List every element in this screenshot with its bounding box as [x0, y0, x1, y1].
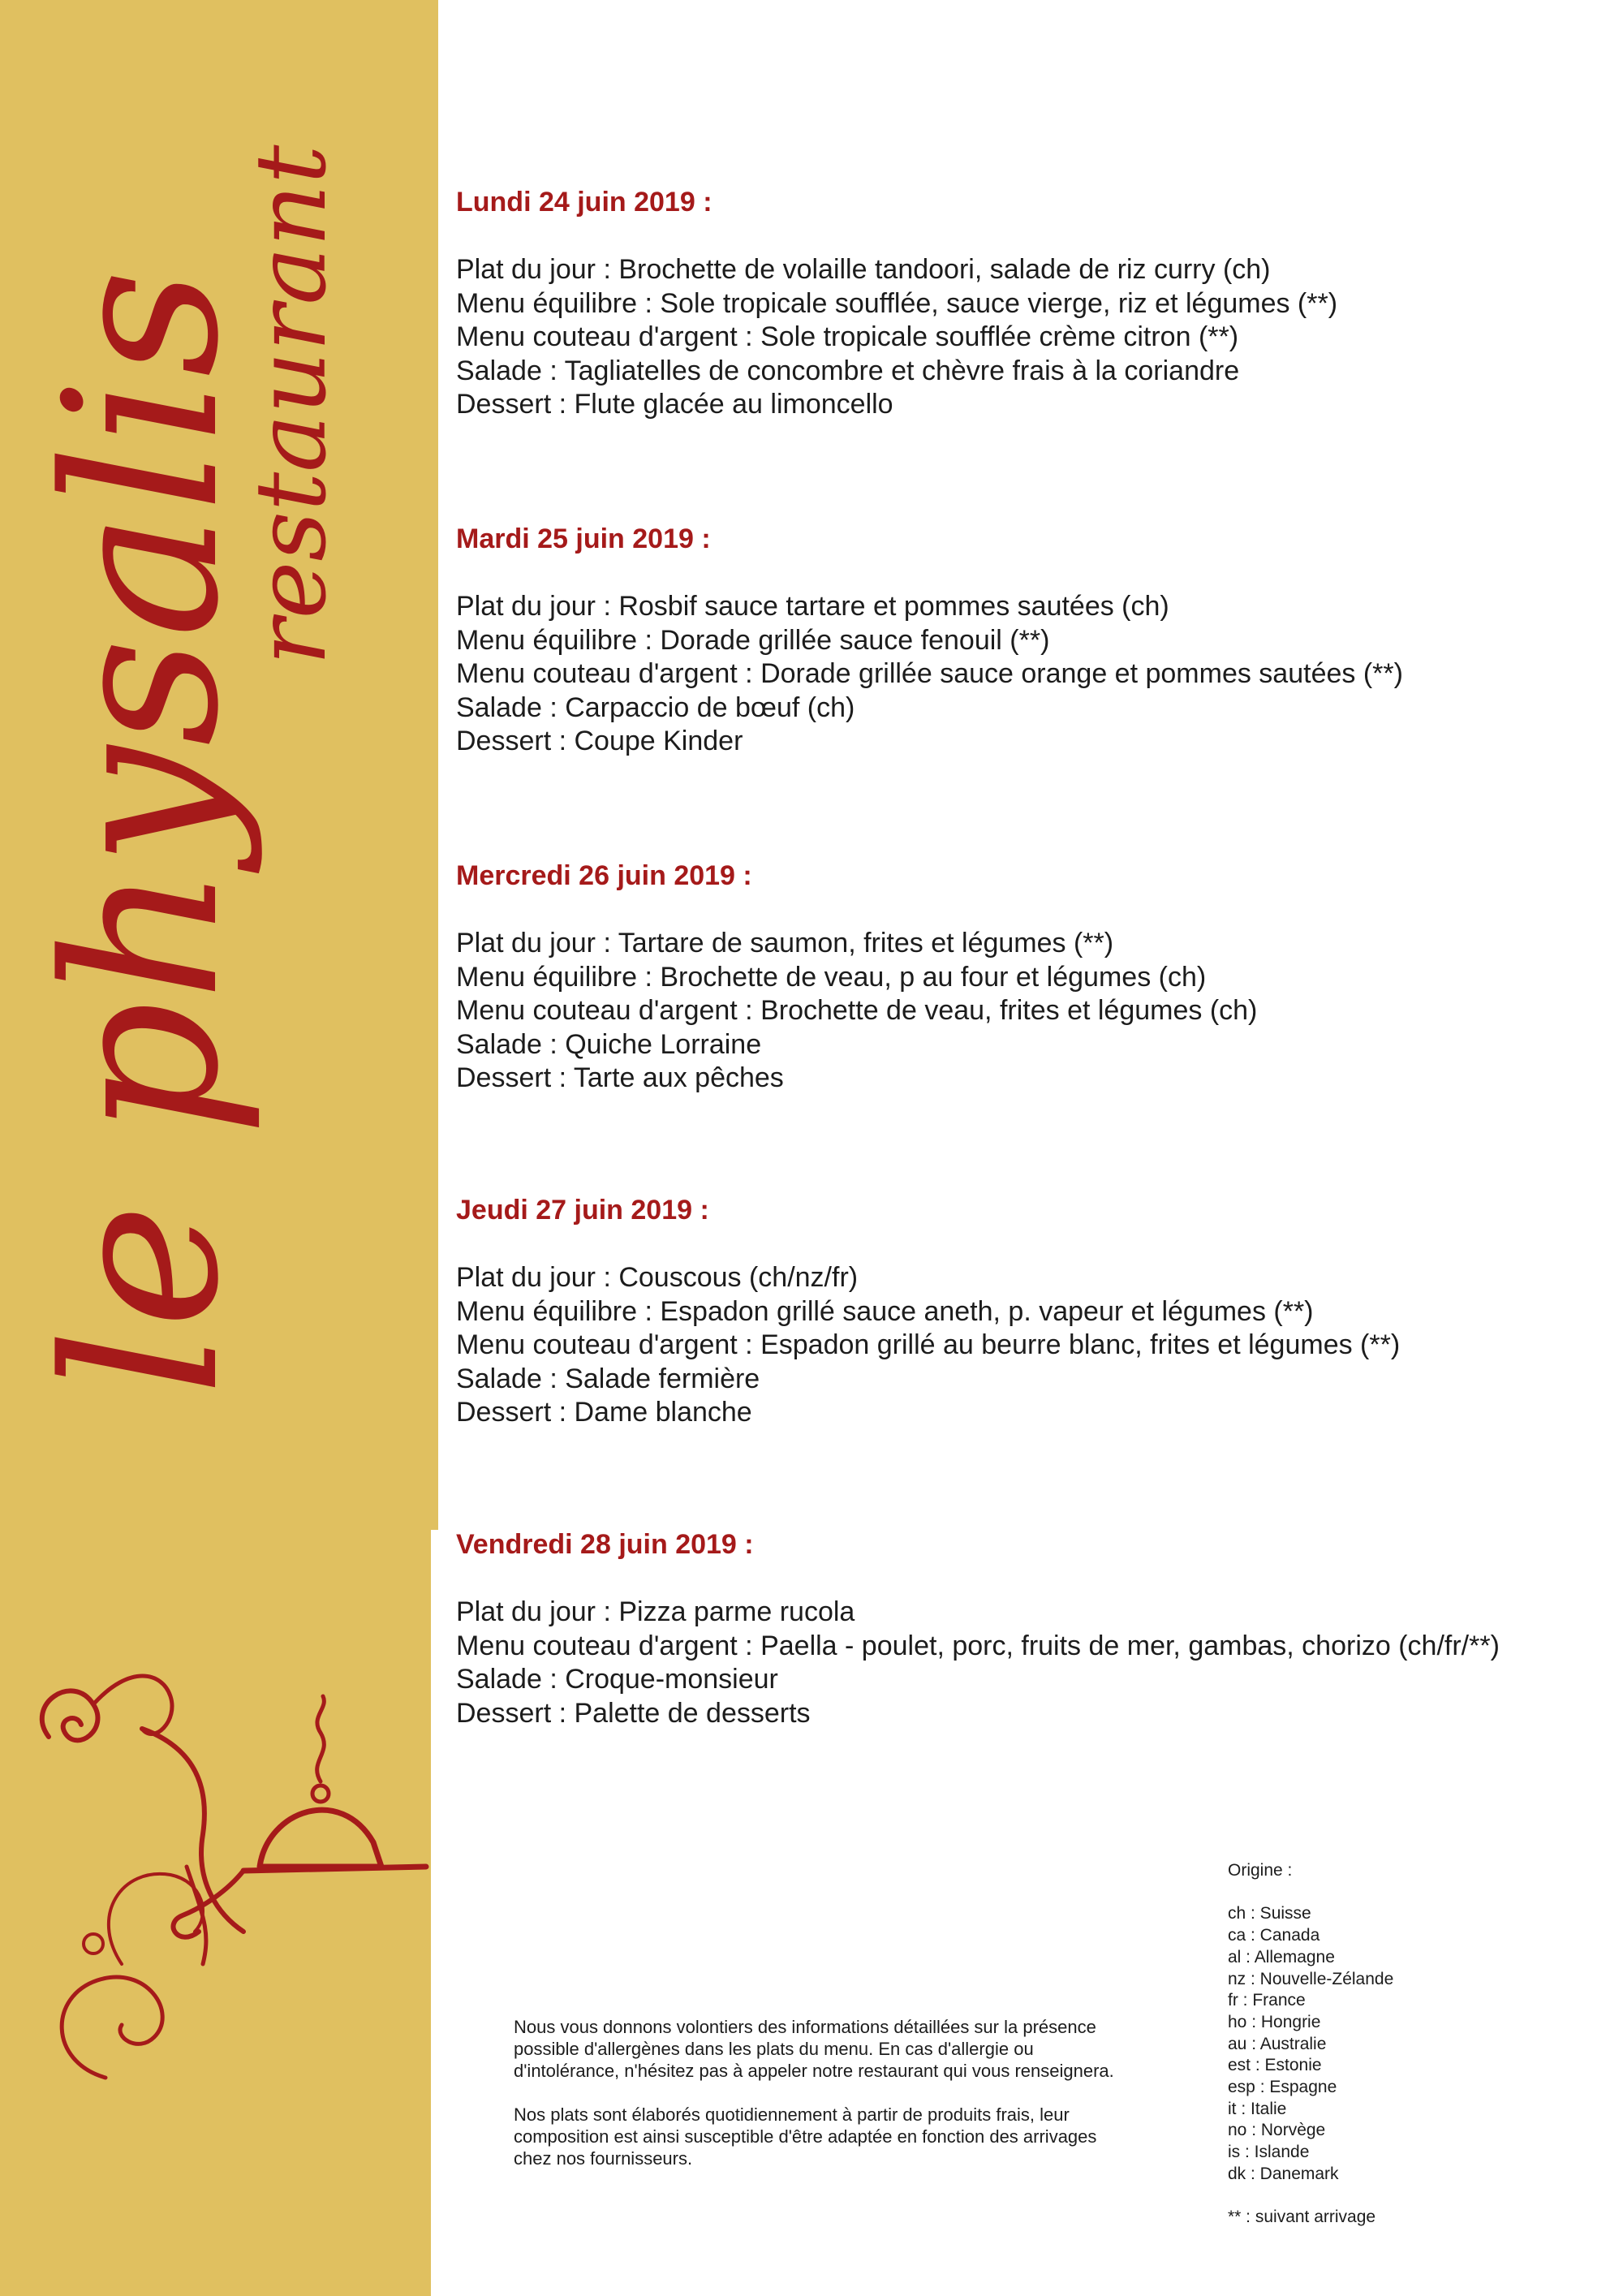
ornament-scroll-arm: [93, 1676, 172, 1734]
origin-entry: no : Norvège: [1228, 2121, 1326, 2140]
origin-entry: is : Islande: [1228, 2143, 1310, 2162]
day-monday: [456, 185, 1337, 422]
menu-item: Menu couteau d'argent : Brochette de veau, frites et légumes (ch): [456, 995, 1258, 1026]
origin-entry: esp : Espagne: [1228, 2078, 1337, 2097]
cloche-icon: [260, 1810, 381, 1867]
menu-item: Menu couteau d'argent : Dorade grillée sauce orange et pommes sautées (**): [456, 658, 1403, 689]
ornament-chef-body: [142, 1729, 243, 1932]
menu-item: Menu équilibre : Sole tropicale soufflée, sauce vierge, riz et légumes (**): [456, 287, 1338, 319]
menu-item: Salade : Carpaccio de bœuf (ch): [456, 691, 855, 723]
origin-entry: dk : Danemark: [1228, 2164, 1339, 2183]
origin-note: ** : suivant arrivage: [1228, 2208, 1376, 2227]
notice-paragraph: Nos plats sont élaborés quotidiennement à partir de produits frais, leur composition est ainsi susceptible d'être adaptée en fonction des arrivages chez nos fournisseurs.: [514, 2104, 1097, 2169]
menu-item: Menu couteau d'argent : Sole tropicale soufflée crème citron (**): [456, 321, 1239, 352]
ornament-scroll-top: [42, 1691, 98, 1740]
menu-item: Dessert : Coupe Kinder: [456, 726, 743, 756]
origin-title: Origine :: [1228, 1861, 1293, 1880]
menu-item: Plat du jour : Tartare de saumon, frites et légumes (**): [456, 928, 1114, 958]
menu-item: Menu équilibre : Brochette de veau, p au four et légumes (ch): [456, 961, 1207, 993]
allergen-notice: [514, 2016, 1114, 2191]
day-thursday: [456, 1193, 1400, 1430]
day-items: [456, 927, 1257, 1096]
day-items: [456, 253, 1337, 422]
day-title: Mardi 25 juin 2019 :: [456, 523, 711, 554]
menu-item: Dessert : Tarte aux pêches: [456, 1062, 784, 1093]
menu-item: Menu couteau d'argent : Paella - poulet, porc, fruits de mer, gambas, chorizo (ch/fr/**): [456, 1630, 1500, 1661]
menu-item: Dessert : Dame blanche: [456, 1397, 752, 1428]
cloche-knob: [312, 1786, 329, 1802]
menu-item: Menu équilibre : Dorade grillée sauce fenouil (**): [456, 624, 1050, 656]
ornament-dot: [84, 1934, 103, 1954]
day-items: [456, 590, 1403, 759]
origin-entry: al : Allemagne: [1228, 1947, 1335, 1966]
menu-item: Salade : Salade fermière: [456, 1363, 760, 1394]
notice-paragraph: Nous vous donnons volontiers des informations détaillées sur la présence possible d'allergènes dans les plats du menu. En cas d'allergie ou d'intolérance, n'hésitez pas à appeler notre restaurant qui vous renseignera.: [514, 2017, 1114, 2081]
day-items: [456, 1261, 1400, 1430]
ornament-swirl-bottom: [62, 1977, 162, 2078]
ornament-swirl-lower: [109, 1874, 203, 1964]
menu-item: Salade : Quiche Lorraine: [456, 1028, 762, 1060]
day-title: Mercredi 26 juin 2019 :: [456, 860, 752, 891]
day-friday: [456, 1527, 1500, 1730]
brand-sidebar: [0, 0, 438, 2296]
day-items: [456, 1596, 1500, 1730]
origin-entry: est : Estonie: [1228, 2056, 1322, 2075]
origin-entry: ch : Suisse: [1228, 1904, 1311, 1923]
menu-item: Dessert : Palette de desserts: [456, 1697, 811, 1729]
origin-entry: nz : Nouvelle-Zélande: [1228, 1969, 1394, 1988]
origin-entry: ho : Hongrie: [1228, 2012, 1321, 2031]
logo-subtitle: restaurant: [235, 144, 348, 666]
menu-item: Dessert : Flute glacée au limoncello: [456, 389, 893, 420]
menu-item: Menu équilibre : Espadon grillé sauce aneth, p. vapeur et légumes (**): [456, 1295, 1314, 1327]
logo-wordmark: le physalis: [20, 269, 265, 1396]
menu-item: Plat du jour : Pizza parme rucola: [456, 1596, 855, 1627]
day-title: Lundi 24 juin 2019 :: [456, 187, 712, 218]
origin-legend: [1228, 1860, 1601, 2229]
menu-item: Menu couteau d'argent : Espadon grillé au beurre blanc, frites et légumes (**): [456, 1329, 1401, 1360]
origin-entry: it : Italie: [1228, 2099, 1287, 2118]
menu-item: Salade : Tagliatelles de concombre et chèvre frais à la coriandre: [456, 355, 1240, 386]
day-title: Vendredi 28 juin 2019 :: [456, 1529, 754, 1560]
day-wednesday: [456, 859, 1257, 1096]
day-tuesday: [456, 522, 1403, 759]
origin-entry: au : Australie: [1228, 2034, 1327, 2053]
day-title: Jeudi 27 juin 2019 :: [456, 1195, 709, 1226]
cloche-plate: [243, 1867, 426, 1871]
menu-item: Plat du jour : Rosbif sauce tartare et pommes sautées (ch): [456, 591, 1169, 622]
origin-entry: ca : Canada: [1228, 1926, 1320, 1945]
restaurant-logo: [0, 0, 438, 2296]
menu-item: Salade : Croque-monsieur: [456, 1664, 778, 1695]
origin-entry: fr : France: [1228, 1991, 1306, 2010]
menu-item: Plat du jour : Brochette de volaille tandoori, salade de riz curry (ch): [456, 254, 1271, 285]
steam-icon: [317, 1696, 325, 1781]
menu-item: Plat du jour : Couscous (ch/nz/fr): [456, 1262, 859, 1293]
